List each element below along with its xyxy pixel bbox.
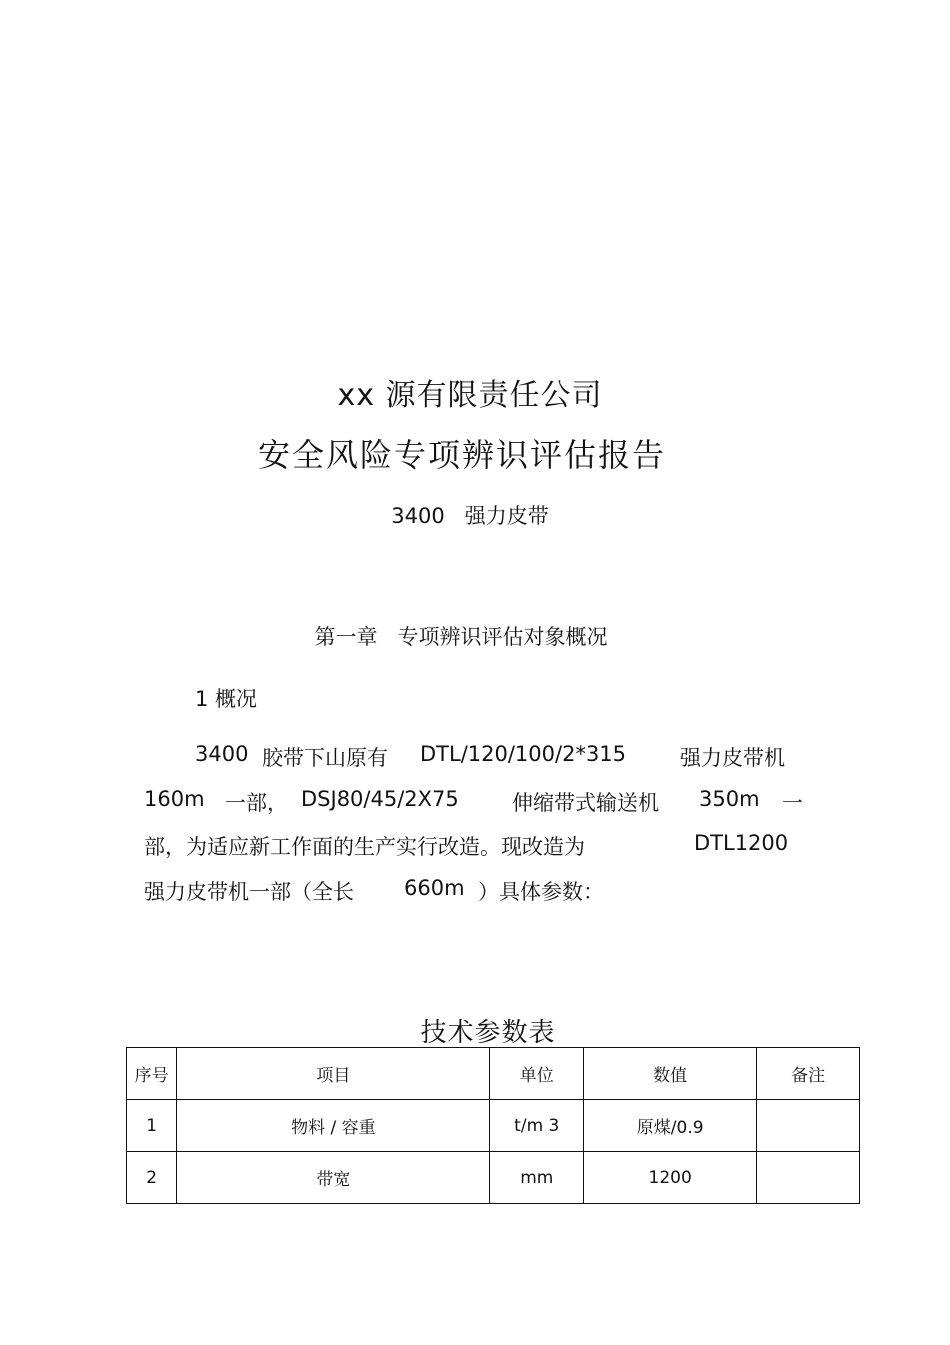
paragraph-line xyxy=(0,787,950,817)
paragraph-text: 强力皮带机 xyxy=(680,746,785,770)
chapter-title: 专项辨识评估对象概况 xyxy=(397,625,608,649)
table-cell: t/m 3 xyxy=(490,1100,584,1152)
paragraph-text: DTL/120/100/2*315 xyxy=(420,742,627,766)
paragraph-text: 一 xyxy=(782,791,803,815)
table-cell: 1 xyxy=(127,1100,177,1152)
paragraph-line xyxy=(0,742,950,772)
header-cell-remark: 备注 xyxy=(757,1048,860,1100)
table-caption: 技术参数表 xyxy=(420,1018,556,1048)
header-cell-index: 序号 xyxy=(127,1048,177,1100)
header-cell-item: 项目 xyxy=(177,1048,490,1100)
paragraph-text: 350m xyxy=(699,787,760,811)
paragraph-text: DTL1200 xyxy=(694,831,789,855)
technical-parameters-table xyxy=(126,1047,860,1204)
paragraph-line xyxy=(0,831,950,861)
table-row xyxy=(127,1100,860,1152)
paragraph-text: 伸缩带式输送机 xyxy=(512,791,659,815)
paragraph-text: 胶带下山原有 xyxy=(262,746,388,770)
chapter-heading xyxy=(0,621,922,651)
paragraph-text: 3400 xyxy=(195,742,249,766)
paragraph-text: 强力皮带机一部（全长 xyxy=(144,880,354,904)
chapter-number: 第一章 xyxy=(314,625,378,649)
table-cell: 2 xyxy=(127,1152,177,1204)
subject-code: 3400 xyxy=(391,504,445,528)
table-cell: mm xyxy=(490,1152,584,1204)
table-cell xyxy=(757,1100,860,1152)
section-heading: 1 概况 xyxy=(195,687,258,711)
paragraph-text: ）具体参数： xyxy=(478,880,604,904)
table-cell: 原煤/0.9 xyxy=(584,1100,757,1152)
report-title: 安全风险专项辨识评估报告 xyxy=(257,436,666,474)
subject-name: 强力皮带 xyxy=(464,504,549,528)
header-cell-value: 数值 xyxy=(584,1048,757,1100)
header-cell-unit: 单位 xyxy=(490,1048,584,1100)
paragraph-text: 部，为适应新工作面的生产实行改造。现改造为 xyxy=(144,835,585,859)
company-name: xx 源有限责任公司 xyxy=(337,378,603,413)
table-cell: 物料 / 容重 xyxy=(177,1100,490,1152)
table-cell: 带宽 xyxy=(177,1152,490,1204)
report-subject xyxy=(0,500,940,530)
paragraph-text: 160m xyxy=(144,787,205,811)
paragraph-text: DSJ80/45/2X75 xyxy=(301,787,459,811)
table-header-row xyxy=(127,1048,860,1100)
paragraph-text: 660m xyxy=(404,876,465,900)
paragraph-text: 一部， xyxy=(225,791,288,815)
table-row xyxy=(127,1152,860,1204)
table-cell: 1200 xyxy=(584,1152,757,1204)
paragraph-line xyxy=(0,876,950,906)
table-cell xyxy=(757,1152,860,1204)
